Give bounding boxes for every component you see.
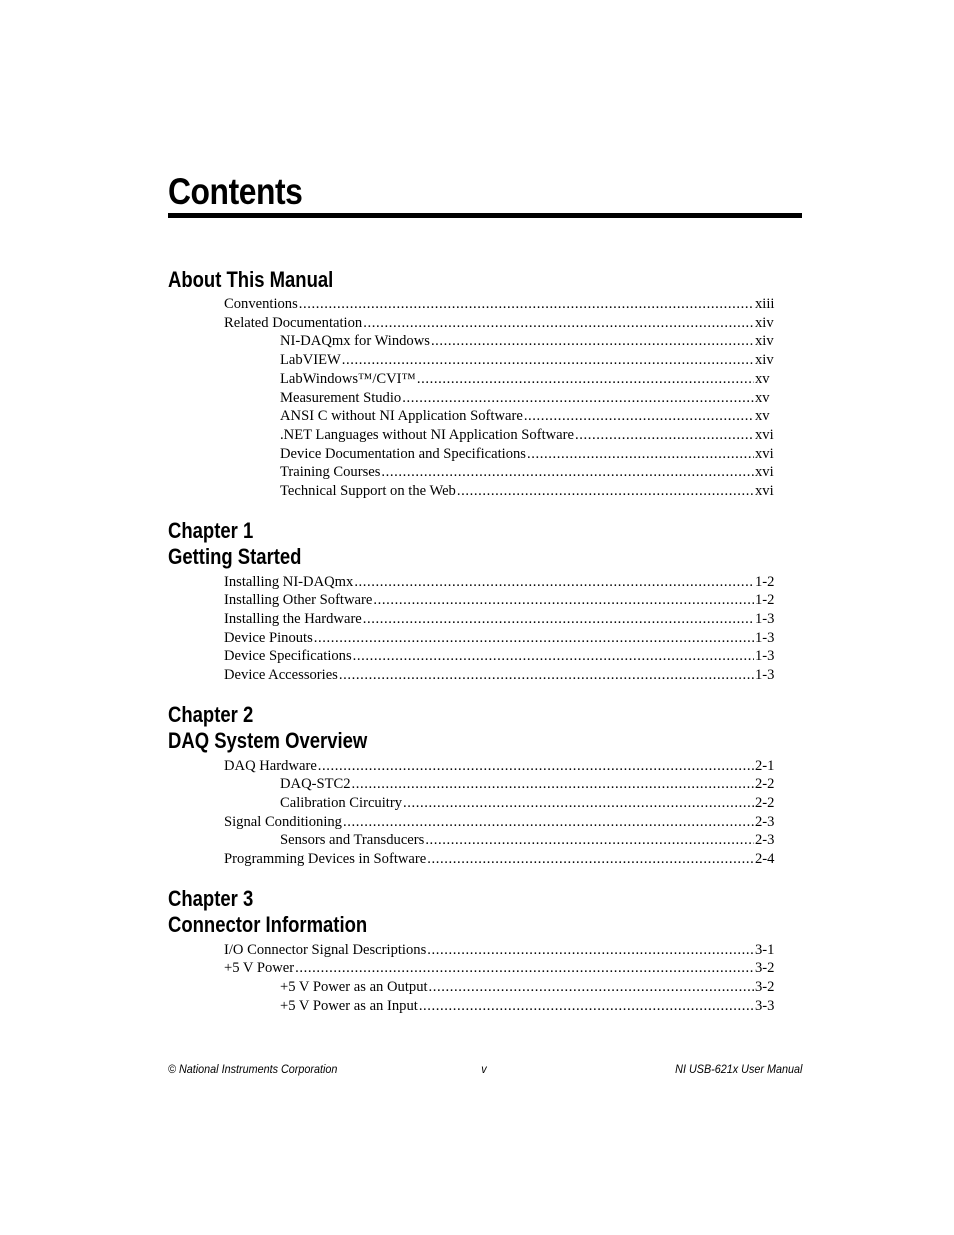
toc-entry-label: Related Documentation — [224, 315, 363, 331]
toc-entry-page: 2-2 — [755, 795, 775, 811]
dot-leader — [403, 794, 754, 813]
toc-entry[interactable] — [224, 850, 776, 869]
chapter1-number: Chapter 1 — [168, 518, 254, 543]
toc-entry-page: xv — [755, 371, 770, 387]
toc-entry[interactable] — [280, 463, 776, 482]
toc-entry[interactable] — [280, 831, 776, 850]
dot-leader — [353, 647, 754, 666]
toc-entry-page: 1-2 — [755, 574, 775, 590]
footer-copyright: © National Instruments Corporation — [168, 1062, 338, 1076]
toc-entry[interactable] — [224, 959, 776, 978]
toc-entry[interactable] — [280, 997, 776, 1016]
dot-leader — [575, 426, 754, 445]
toc-entry-label: I/O Connector Signal Descriptions — [224, 942, 427, 958]
dot-leader — [354, 573, 754, 592]
dot-leader — [295, 959, 754, 978]
toc-entry[interactable] — [224, 941, 776, 960]
chapter3-heading: Connector Information — [168, 912, 368, 937]
toc-entry[interactable] — [280, 351, 776, 370]
toc-entry-page: 3-1 — [755, 942, 775, 958]
title-rule — [168, 213, 802, 218]
dot-leader — [427, 941, 754, 960]
toc-entry-label: Conventions — [224, 296, 298, 312]
toc-entry[interactable] — [224, 591, 776, 610]
about-heading: About This Manual — [168, 267, 334, 292]
toc-entry-page: 1-3 — [755, 630, 775, 646]
toc-entry-label: Installing the Hardware — [224, 611, 362, 627]
toc-entry[interactable] — [224, 314, 776, 333]
dot-leader — [339, 666, 754, 685]
toc-entry[interactable] — [280, 978, 776, 997]
toc-entry[interactable] — [280, 407, 776, 426]
toc-entry-label: Technical Support on the Web — [280, 483, 456, 499]
chapter1-heading: Getting Started — [168, 544, 302, 569]
toc-entry-label: Programming Devices in Software — [224, 851, 427, 867]
toc-entry-page: 2-4 — [755, 851, 775, 867]
toc-entry-page: 2-2 — [755, 776, 775, 792]
toc-entry[interactable] — [224, 757, 776, 776]
toc-entry-label: Sensors and Transducers — [280, 832, 425, 848]
toc-entry-page: xv — [755, 390, 770, 406]
toc-entry-label: Device Accessories — [224, 667, 338, 683]
toc-entry[interactable] — [280, 426, 776, 445]
dot-leader — [363, 610, 754, 629]
dot-leader — [527, 445, 754, 464]
toc-entry-label: Device Specifications — [224, 648, 352, 664]
toc-entry[interactable] — [280, 332, 776, 351]
dot-leader — [431, 332, 754, 351]
toc-entry-label: +5 V Power as an Output — [280, 979, 428, 995]
toc-entry-page: 3-2 — [755, 960, 775, 976]
toc-entry-page: 1-2 — [755, 592, 775, 608]
toc-entry-label: ANSI C without NI Application Software — [280, 408, 523, 424]
footer-manual-title: NI USB-621x User Manual — [674, 1062, 802, 1076]
toc-entry-page: xv — [755, 408, 770, 424]
chapter2-number: Chapter 2 — [168, 702, 254, 727]
toc-entry-label: Installing Other Software — [224, 592, 373, 608]
dot-leader — [425, 831, 754, 850]
toc-entry-page: xiii — [755, 296, 775, 312]
toc-entry-label: Measurement Studio — [280, 390, 402, 406]
toc-entry-label: LabWindows™/CVI™ — [280, 371, 416, 387]
toc-entry-label: DAQ-STC2 — [280, 776, 351, 792]
toc-entry[interactable] — [224, 666, 776, 685]
toc-entry-page: 2-3 — [755, 814, 775, 830]
toc-entry-page: 3-3 — [755, 998, 775, 1014]
toc-entry[interactable] — [224, 573, 776, 592]
toc-entry-page: xiv — [755, 333, 774, 349]
dot-leader — [381, 463, 754, 482]
dot-leader — [343, 813, 754, 832]
toc-entry-label: Device Documentation and Specifications — [280, 446, 526, 462]
toc-entry-page: 3-2 — [755, 979, 775, 995]
toc-entry[interactable] — [280, 482, 776, 501]
chapter2-heading: DAQ System Overview — [168, 728, 368, 753]
toc-entry[interactable] — [280, 445, 776, 464]
toc-entry-page: xiv — [755, 315, 774, 331]
dot-leader — [417, 370, 754, 389]
chapter3-number: Chapter 3 — [168, 886, 254, 911]
dot-leader — [429, 978, 754, 997]
toc-entry-label: LabVIEW — [280, 352, 341, 368]
dot-leader — [419, 997, 754, 1016]
dot-leader — [314, 629, 754, 648]
toc-entry-label: Installing NI-DAQmx — [224, 574, 354, 590]
toc-entry-page: 1-3 — [755, 611, 775, 627]
toc-entry-label: .NET Languages without NI Application Software — [280, 427, 574, 443]
toc-entry-label: Training Courses — [280, 464, 381, 480]
toc-entry-page: xvi — [755, 483, 774, 499]
toc-entry-label: +5 V Power as an Input — [280, 998, 418, 1014]
toc-entry-page: xvi — [755, 446, 774, 462]
toc-entry[interactable] — [280, 775, 776, 794]
toc-entry-page: 1-3 — [755, 667, 775, 683]
dot-leader — [373, 591, 754, 610]
toc-entry-label: DAQ Hardware — [224, 758, 317, 774]
dot-leader — [524, 407, 754, 426]
toc-entry[interactable] — [280, 370, 776, 389]
footer-page-number: v — [481, 1062, 487, 1076]
page-title: Contents — [168, 171, 303, 212]
dot-leader — [318, 757, 754, 776]
toc-entry-label: Calibration Circuitry — [280, 795, 402, 811]
dot-leader — [427, 850, 754, 869]
toc-entry[interactable] — [224, 629, 776, 648]
toc-entry-label: +5 V Power — [224, 960, 295, 976]
toc-entry[interactable] — [280, 794, 776, 813]
dot-leader — [363, 314, 754, 333]
dot-leader — [402, 389, 754, 408]
dot-leader — [342, 351, 754, 370]
toc-entry-page: 2-3 — [755, 832, 775, 848]
toc-entry-label: Signal Conditioning — [224, 814, 342, 830]
toc-entry[interactable] — [224, 813, 776, 832]
toc-entry[interactable] — [224, 295, 776, 314]
toc-entry[interactable] — [224, 647, 776, 666]
dot-leader — [457, 482, 754, 501]
dot-leader — [352, 775, 754, 794]
toc-entry-page: 2-1 — [755, 758, 775, 774]
toc-entry-page: xvi — [755, 427, 774, 443]
toc-entry-label: Device Pinouts — [224, 630, 313, 646]
toc-entry-page: xiv — [755, 352, 774, 368]
toc-entry[interactable] — [280, 389, 776, 408]
toc-entry-label: NI-DAQmx for Windows — [280, 333, 430, 349]
toc-entry[interactable] — [224, 610, 776, 629]
toc-entry-page: 1-3 — [755, 648, 775, 664]
dot-leader — [299, 295, 754, 314]
toc-entry-page: xvi — [755, 464, 774, 480]
